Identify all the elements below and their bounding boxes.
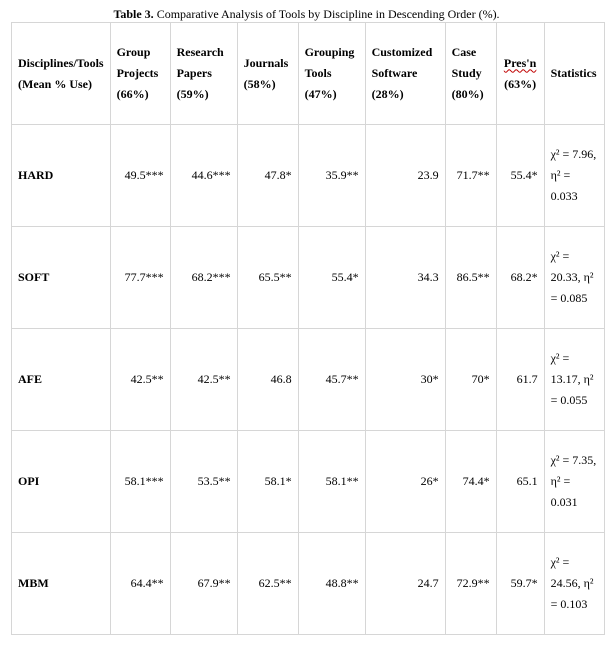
table-caption-label: Table 3.: [113, 7, 154, 21]
table-cell: 49.5***: [110, 125, 170, 227]
table-cell: 68.2***: [170, 227, 237, 329]
statistics-cell: χ² = 7.96, η² = 0.033: [544, 125, 604, 227]
table-cell: 48.8**: [298, 533, 365, 635]
table-cell: 61.7: [496, 329, 544, 431]
table-cell: 64.4**: [110, 533, 170, 635]
header-group-projects: Group Projects (66%): [110, 23, 170, 125]
header-grouping-tools: Grouping Tools (47%): [298, 23, 365, 125]
table-cell: 65.1: [496, 431, 544, 533]
table-row: [12, 227, 605, 329]
row-label: HARD: [12, 125, 111, 227]
header-presentation: Pres'n (63%): [496, 23, 544, 125]
table-caption: [0, 7, 613, 21]
header-case-study: Case Study (80%): [445, 23, 496, 125]
table-cell: 77.7***: [110, 227, 170, 329]
table-cell: 65.5**: [237, 227, 298, 329]
table-cell: 47.8*: [237, 125, 298, 227]
table-cell: 68.2*: [496, 227, 544, 329]
table-cell: 46.8: [237, 329, 298, 431]
comparative-analysis-table: [11, 22, 605, 635]
table-cell: 86.5**: [445, 227, 496, 329]
table-cell: 58.1**: [298, 431, 365, 533]
statistics-cell: χ² = 24.56, η² = 0.103: [544, 533, 604, 635]
table-cell: 58.1***: [110, 431, 170, 533]
statistics-cell: χ² = 20.33, η² = 0.085: [544, 227, 604, 329]
table-cell: 45.7**: [298, 329, 365, 431]
table-row: [12, 533, 605, 635]
table-row: [12, 125, 605, 227]
table-cell: 74.4*: [445, 431, 496, 533]
table-cell: 55.4*: [496, 125, 544, 227]
header-customized-software: Customized Software (28%): [365, 23, 445, 125]
header-research-papers: Research Papers (59%): [170, 23, 237, 125]
table-cell: 59.7*: [496, 533, 544, 635]
table-cell: 70*: [445, 329, 496, 431]
table-cell: 35.9**: [298, 125, 365, 227]
table-cell: 55.4*: [298, 227, 365, 329]
table-cell: 30*: [365, 329, 445, 431]
table-cell: 44.6***: [170, 125, 237, 227]
table-cell: 71.7**: [445, 125, 496, 227]
table-row: [12, 431, 605, 533]
statistics-cell: χ² = 7.35, η² = 0.031: [544, 431, 604, 533]
table-cell: 42.5**: [110, 329, 170, 431]
table-cell: 34.3: [365, 227, 445, 329]
row-label: SOFT: [12, 227, 111, 329]
row-label: MBM: [12, 533, 111, 635]
table-cell: 62.5**: [237, 533, 298, 635]
row-label: OPI: [12, 431, 111, 533]
table-cell: 23.9: [365, 125, 445, 227]
table-cell: 67.9**: [170, 533, 237, 635]
table-cell: 72.9**: [445, 533, 496, 635]
table-cell: 42.5**: [170, 329, 237, 431]
table-cell: 26*: [365, 431, 445, 533]
header-statistics: Statistics: [544, 23, 604, 125]
header-disciplines: Disciplines/Tools (Mean % Use): [12, 23, 111, 125]
table-cell: 53.5**: [170, 431, 237, 533]
row-label: AFE: [12, 329, 111, 431]
table-caption-text: Comparative Analysis of Tools by Discipline in Descending Order (%).: [153, 7, 500, 21]
table-cell: 58.1*: [237, 431, 298, 533]
table-cell: 24.7: [365, 533, 445, 635]
header-row: [12, 23, 605, 125]
table-row: [12, 329, 605, 431]
header-journals: Journals (58%): [237, 23, 298, 125]
statistics-cell: χ² = 13.17, η² = 0.055: [544, 329, 604, 431]
